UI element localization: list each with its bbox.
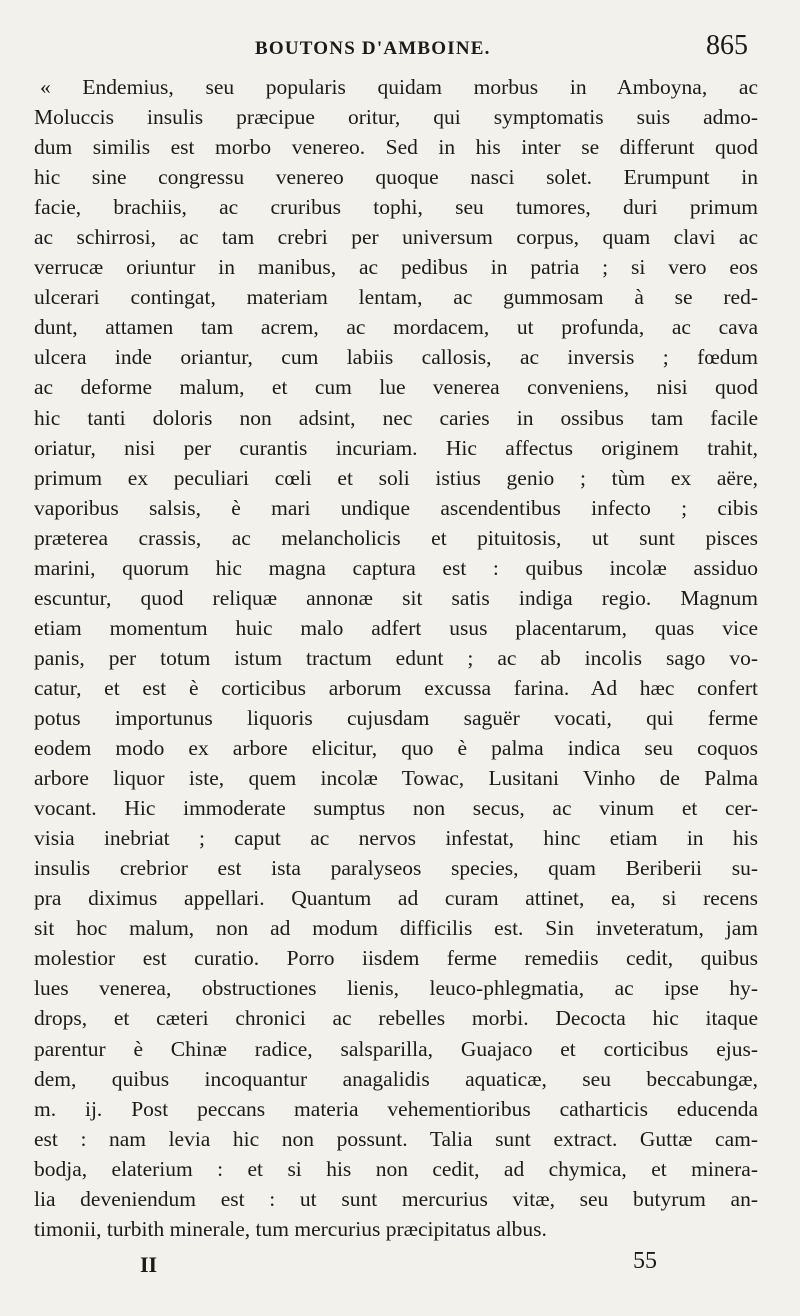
body-text bbox=[34, 72, 758, 1244]
signature-mark: II bbox=[140, 1252, 158, 1277]
page-number: 865 bbox=[706, 30, 748, 61]
text-line: arbore liquor iste, quem incolæ Towac, Lusitani Vinho de Palma bbox=[34, 766, 758, 791]
text-line: parentur è Chinæ radice, salsparilla, Guajaco et corticibus ejus- bbox=[34, 1036, 758, 1061]
text-line: marini, quorum hic magna captura est : quibus incolæ assiduo bbox=[34, 555, 758, 580]
text-line: lia deveniendum est : ut sunt mercurius vitæ, seu butyrum an- bbox=[34, 1186, 758, 1211]
text-line: Moluccis insulis præcipue oritur, qui symptomatis suis admo- bbox=[34, 105, 758, 130]
text-line: oriatur, nisi per curantis incuriam. Hic affectus originem trahit, bbox=[34, 435, 758, 460]
text-line: etiam momentum huic malo adfert usus placentarum, quas vice bbox=[34, 615, 758, 640]
text-line: pra diximus appellari. Quantum ad curam attinet, ea, si recens bbox=[34, 886, 758, 911]
page-header bbox=[0, 30, 800, 70]
text-line: molestior est curatio. Porro iisdem ferme remediis cedit, quibus bbox=[34, 946, 758, 971]
text-line: visia inebriat ; caput ac nervos infestat, hinc etiam in his bbox=[34, 826, 758, 851]
text-line: dunt, attamen tam acrem, ac mordacem, ut profunda, ac cava bbox=[34, 315, 758, 340]
text-line: facie, brachiis, ac cruribus tophi, seu tumores, duri primum bbox=[34, 195, 758, 220]
text-line: ulcera inde oriantur, cum labiis callosis, ac inversis ; fœdum bbox=[34, 345, 758, 370]
text-line: est : nam levia hic non possunt. Talia sunt extract. Guttæ cam- bbox=[34, 1126, 758, 1151]
text-line: insulis crebrior est ista paralyseos species, quam Beriberii su- bbox=[34, 856, 758, 881]
folio-number: 55 bbox=[633, 1248, 657, 1274]
running-title: BOUTONS D'AMBOINE. bbox=[255, 38, 491, 59]
text-line: eodem modo ex arbore elicitur, quo è palma indica seu coquos bbox=[34, 736, 758, 761]
text-line: hic sine congressu venereo quoque nasci solet. Erumpunt in bbox=[34, 165, 758, 190]
text-line: ac deforme malum, et cum lue venerea conveniens, nisi quod bbox=[34, 375, 758, 400]
text-line: dum similis est morbo venereo. Sed in his inter se differunt quod bbox=[34, 135, 758, 160]
text-line: lues venerea, obstructiones lienis, leuco-phlegmatia, ac ipse hy- bbox=[34, 976, 758, 1001]
text-line: vocant. Hic immoderate sumptus non secus, ac vinum et cer- bbox=[34, 796, 758, 821]
text-line: dem, quibus incoquantur anagalidis aquaticæ, seu beccabungæ, bbox=[34, 1066, 758, 1091]
text-line: sit hoc malum, non ad modum difficilis est. Sin inveteratum, jam bbox=[34, 916, 758, 941]
text-line: m. ij. Post peccans materia vehementioribus catharticis educenda bbox=[34, 1096, 758, 1121]
text-line: potus importunus liquoris cujusdam saguër vocati, qui ferme bbox=[34, 705, 758, 730]
text-line: timonii, turbith minerale, tum mercurius præcipitatus albus. bbox=[34, 1216, 547, 1241]
text-line: bodja, elaterium : et si his non cedit, ad chymica, et minera- bbox=[34, 1156, 758, 1181]
text-line: præterea crassis, ac melancholicis et pituitosis, ut sunt pisces bbox=[34, 525, 758, 550]
text-line: verrucæ oriuntur in manibus, ac pedibus in patria ; si vero eos bbox=[34, 255, 758, 280]
text-line: hic tanti doloris non adsint, nec caries in ossibus tam facile bbox=[34, 405, 758, 430]
text-line: ac schirrosi, ac tam crebri per universum corpus, quam clavi ac bbox=[34, 225, 758, 250]
text-line: « Endemius, seu popularis quidam morbus in Amboyna, ac bbox=[40, 75, 758, 99]
text-line: escuntur, quod reliquæ annonæ sit satis indiga regio. Magnum bbox=[34, 585, 758, 610]
page-footer bbox=[0, 1248, 800, 1288]
text-line: drops, et cæteri chronici ac rebelles morbi. Decocta hic itaque bbox=[34, 1006, 758, 1031]
text-line: primum ex peculiari cœli et soli istius genio ; tùm ex aëre, bbox=[34, 465, 758, 490]
text-line: ulcerari contingat, materiam lentam, ac gummosam à se red- bbox=[34, 285, 758, 310]
text-line: catur, et est è corticibus arborum excussa farina. Ad hæc confert bbox=[34, 675, 758, 700]
text-line: panis, per totum istum tractum edunt ; ac ab incolis sago vo- bbox=[34, 645, 758, 670]
text-line: vaporibus salsis, è mari undique ascendentibus infecto ; cibis bbox=[34, 495, 758, 520]
